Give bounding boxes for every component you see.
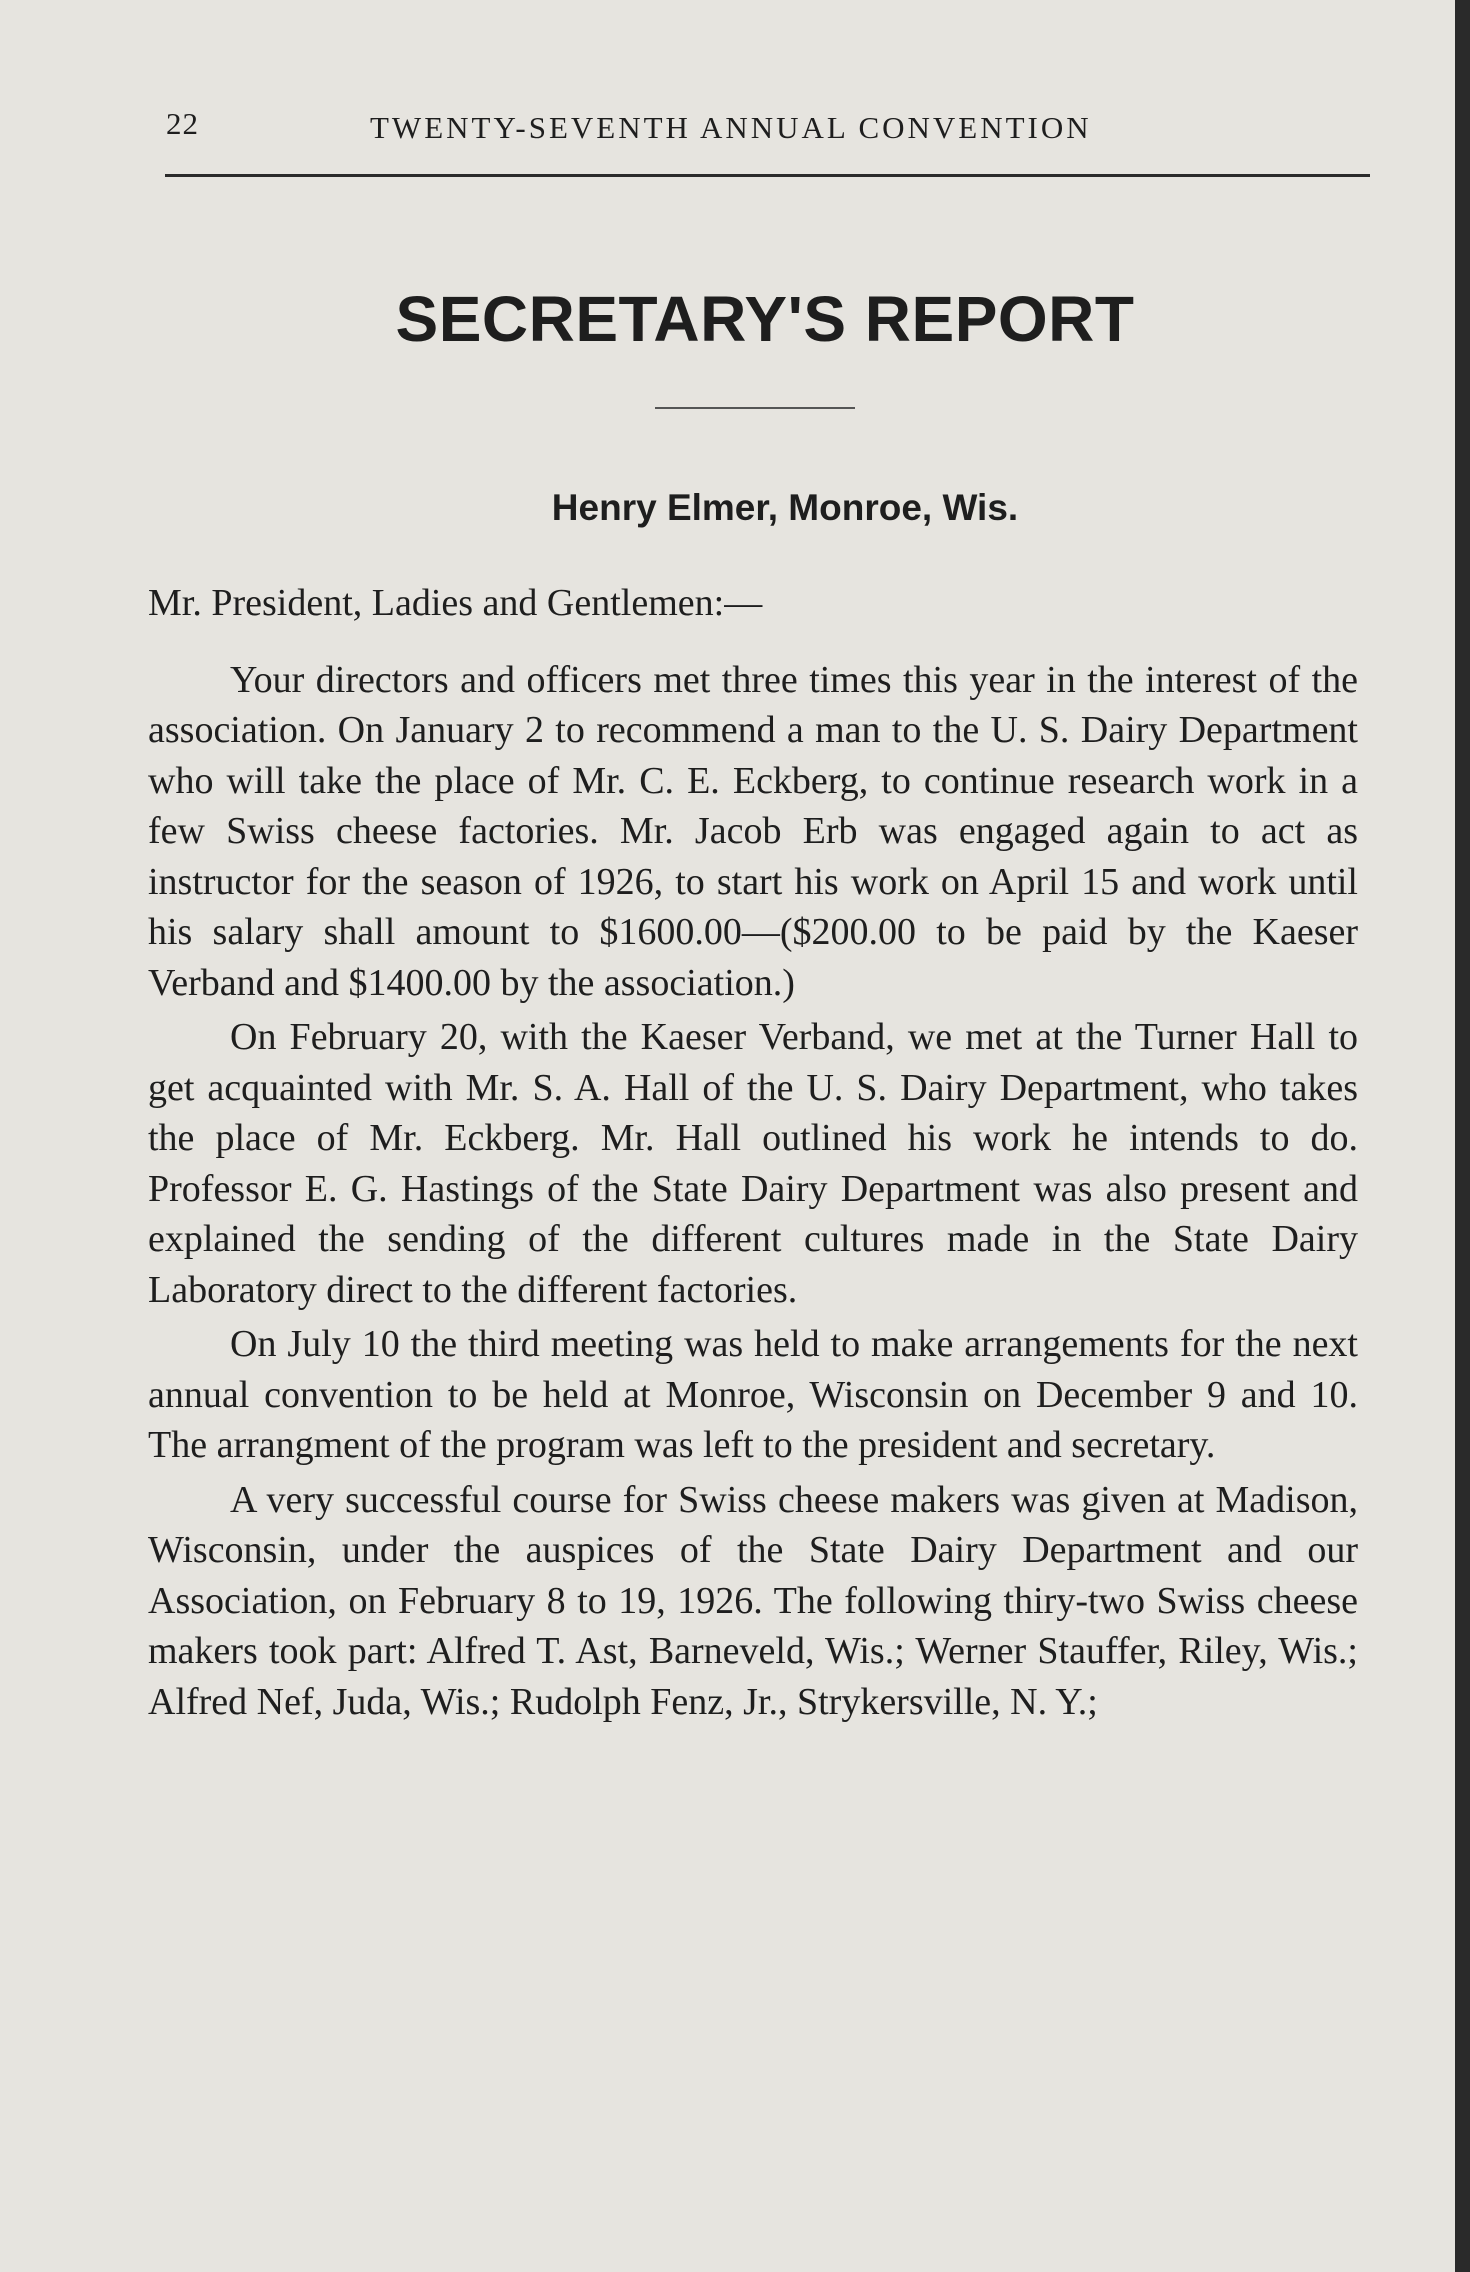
paragraph-madison-course: A very successful course for Swiss cheese makers was given at Madison, Wisconsin, under the auspices of the State Dairy Department and our Association, on February 8 to 19, 1926. The following thiry-two Swiss cheese makers took part: Alfred T. Ast, Barneveld, Wis.; Werner Stauffer, Riley, Wis.; Alfred Nef, Juda, Wis.; Rudolph Fenz, Jr., Strykersville, N. Y.; <box>148 1478 1358 1723</box>
scan-edge <box>1455 0 1470 2272</box>
running-head <box>160 106 1370 156</box>
report-author: Henry Elmer, Monroe, Wis. <box>551 487 1019 528</box>
salutation: Mr. President, Ladies and Gentlemen:— <box>148 582 763 624</box>
report-body <box>148 578 1358 1727</box>
report-title: SECRETARY'S REPORT <box>395 283 1135 355</box>
page-number: 22 <box>166 106 199 141</box>
running-head-title: TWENTY-SEVENTH ANNUAL CONVENTION <box>370 110 1092 145</box>
paragraph-directors-meetings: Your directors and officers met three times this year in the interest of the association. On January 2 to recommend a man to the U. S. Dairy Department who will take the place of Mr. C. E. Eckberg, to continue research work in a few Swiss cheese factories. Mr. Jacob Erb was engaged again to act as instructor for the season of 1926, to start his work on April 15 and work until his salary shall amount to $1600.00—($200.00 to be paid by the Kaeser Verband and $1400.00 by the association.) <box>148 658 1358 1004</box>
header-rule <box>165 174 1370 177</box>
paragraph-february-meeting: On February 20, with the Kaeser Verband, we met at the Turner Hall to get acquainted with Mr. S. A. Hall of the U. S. Dairy Department, who takes the place of Mr. Eckberg. Mr. Hall outlined his work he intends to do. Professor E. G. Hastings of the State Dairy Department was also present and explained the sending of the different cultures made in the State Dairy Laboratory direct to the different factories. <box>148 1016 1358 1311</box>
title-divider <box>655 407 855 409</box>
paragraph-july-meeting: On July 10 the third meeting was held to make arrangements for the next annual convention to be held at Monroe, Wisconsin on December 9 and 10. The arrangment of the program was left to the president and secretary. <box>148 1323 1358 1466</box>
